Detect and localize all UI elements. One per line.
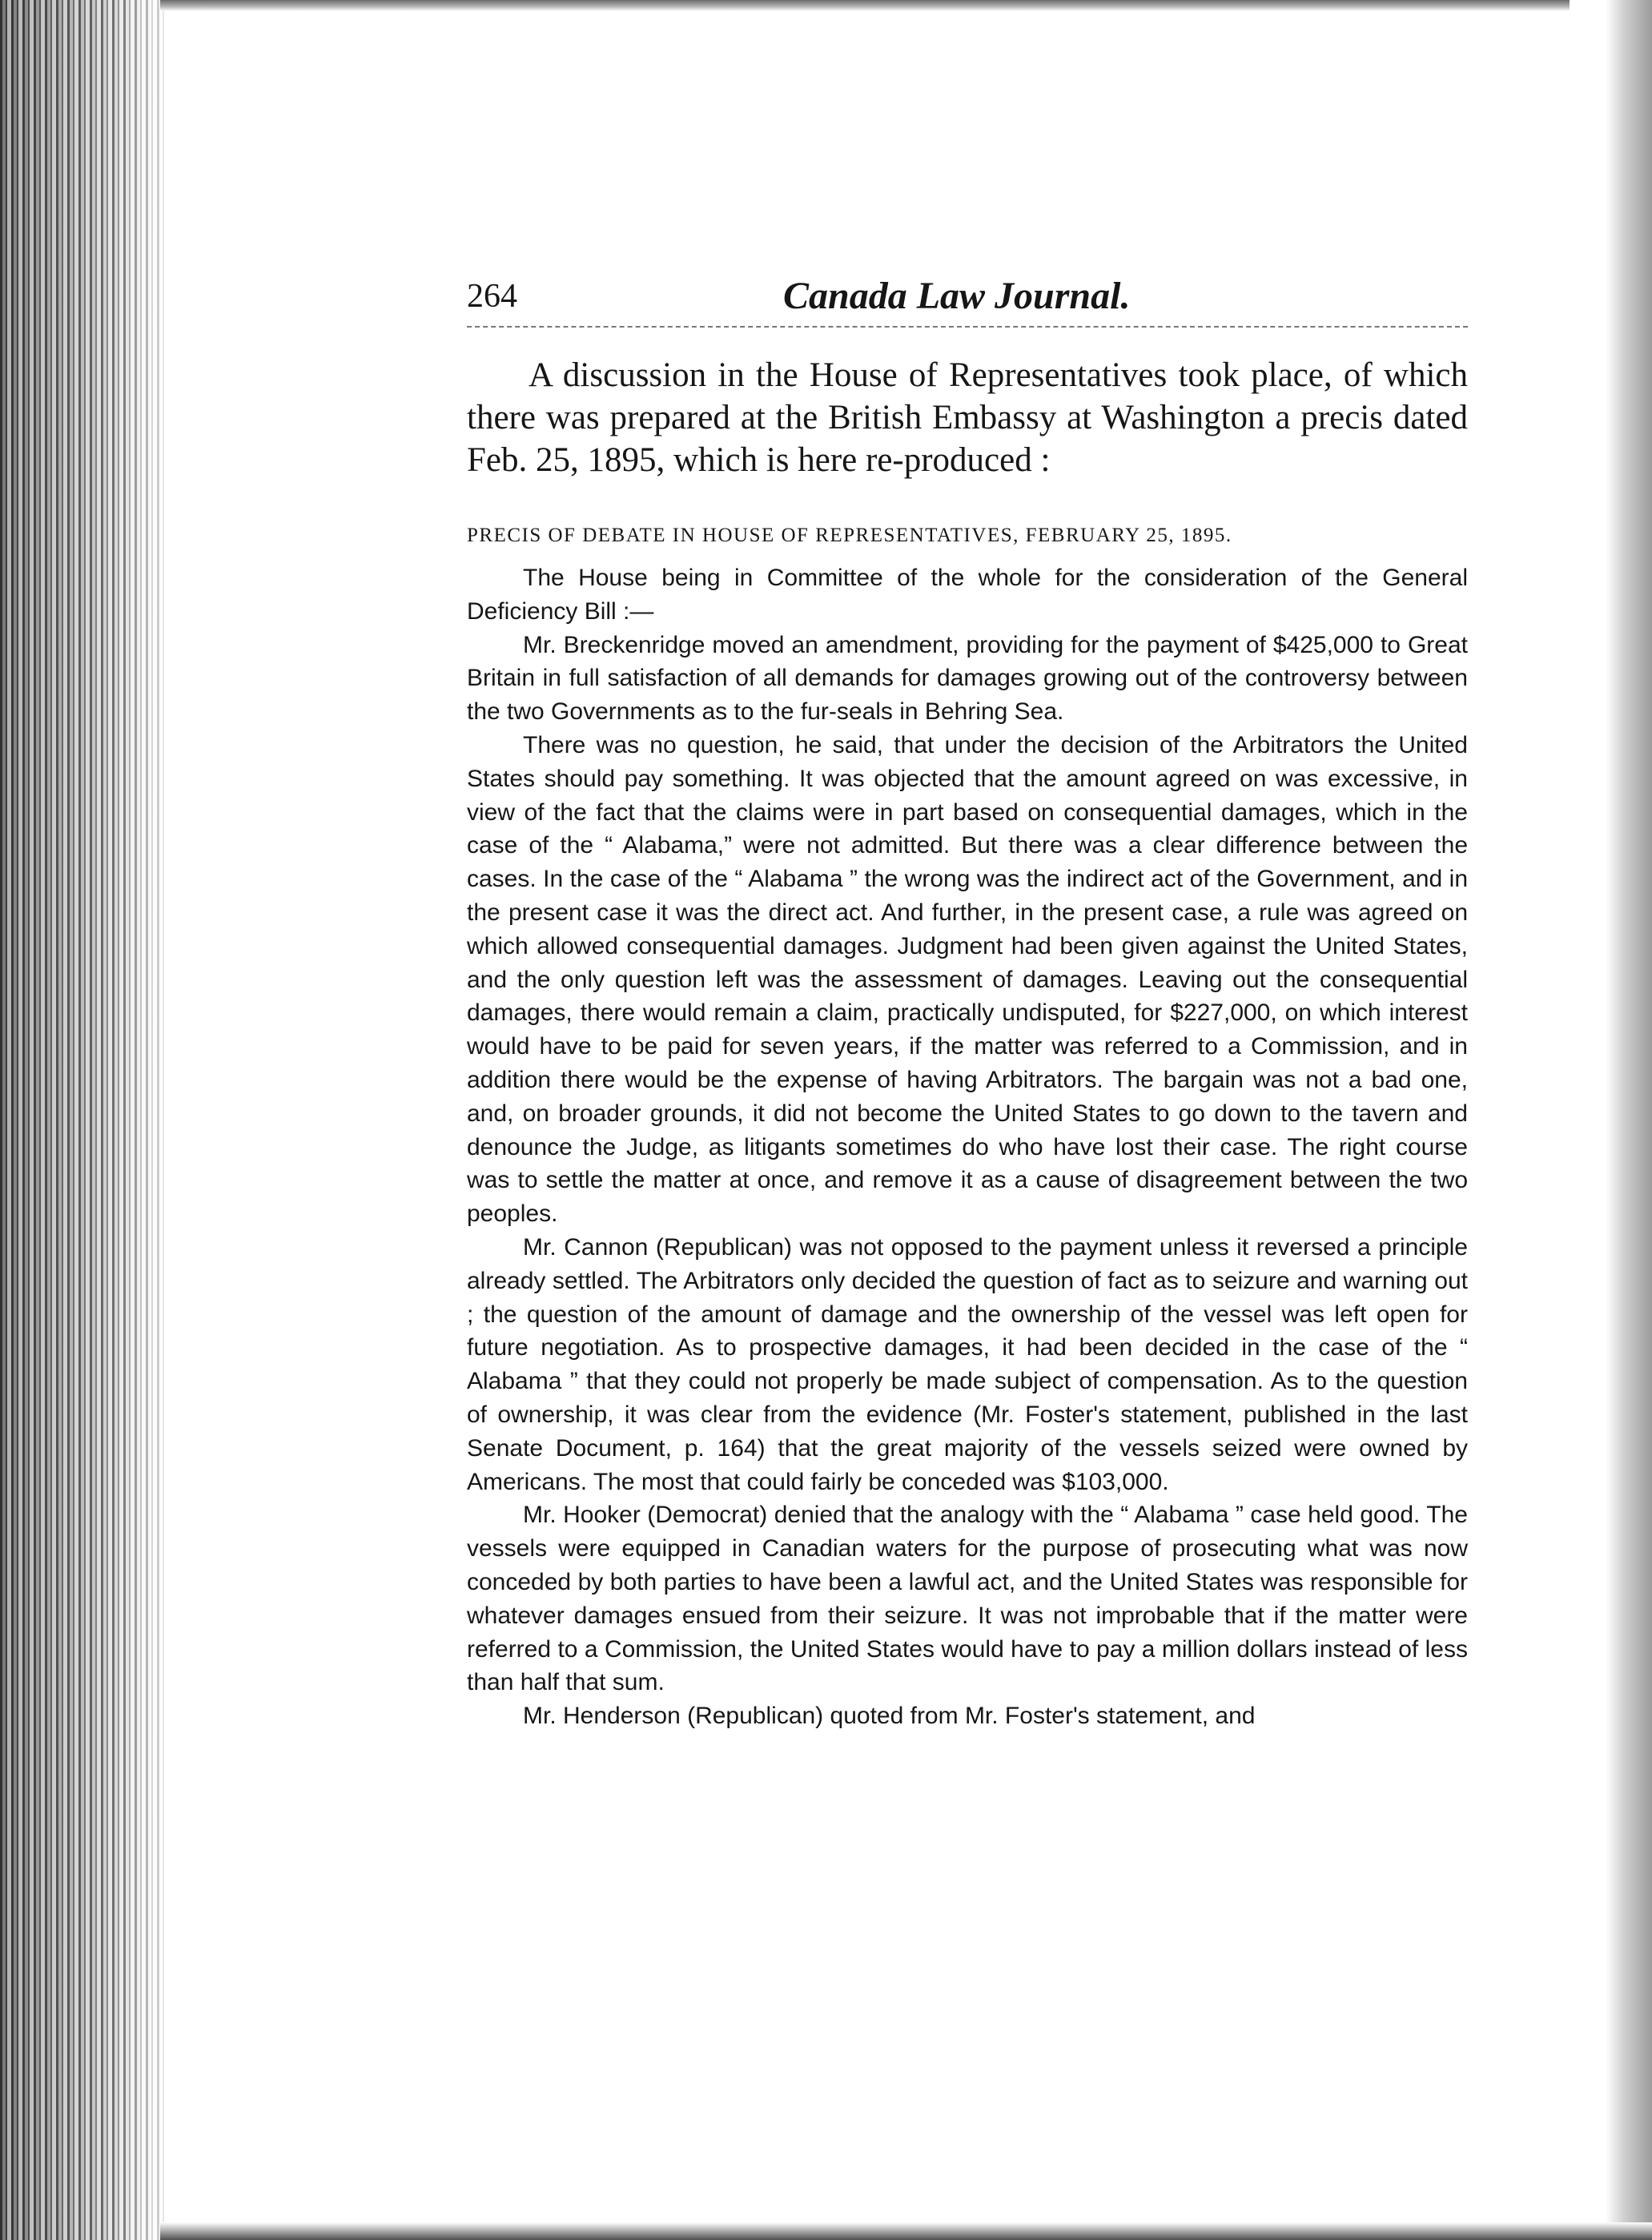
paragraph-henderson: Mr. Henderson (Republican) quoted from Mr. Foster's statement, and bbox=[523, 1703, 1256, 1730]
debate-body bbox=[467, 561, 1468, 1733]
scan-bottom-edge bbox=[160, 2222, 1652, 2240]
paragraph-hooker: Mr. Hooker (Democrat) denied that the analogy with the “ Alabama ” case held good. The vessels were equipped in Canadian waters for the purpose of prosecuting what was now conceded by both parties to have been a lawful act, and the United States was responsible for whatever damages ensued from their seizure. It was not improbable that if the matter were referred to a Commission, the United States would have to pay a million dollars instead of less than half that sum. bbox=[467, 1502, 1468, 1696]
paragraph-breckenridge-amendment: Mr. Breckenridge moved an amendment, providing for the payment of $425,000 to Great Britain in full satisfaction of all demands for damages growing out of the controversy between the two Governments as to the fur-seals in Behring Sea. bbox=[467, 631, 1468, 726]
intro-paragraph: A discussion in the House of Representatives took place, of which there was prepared at the British Embassy at Washington a precis dated Feb. 25, 1895, which is here re-produced : bbox=[467, 356, 1468, 479]
paragraph-breckenridge-argument: There was no question, he said, that under the decision of the Arbitrators the United States should pay something. It was objected that the amount agreed on was excessive, in view of the fact that the claims were in part based on consequential damages, which in the case of the “ Alabama,” were not admitted. But there was a clear difference between the cases. In the case of the “ Alabama ” the wrong was the indirect act of the Government, and in the present case it was the direct act. And further, in the present case, a rule was agreed on which allowed consequential damages. Judgment had been given against the United States, and the only question left was the assessment of damages. Leaving out the consequential damages, there would remain a claim, practically undisputed, for $227,000, on which interest would have to be paid for seven years, if the matter was referred to a Commission, and in addition there would be the expense of having Arbitrators. The bargain was not a bad one, and, on broader grounds, it did not become the United States to go down to the tavern and denounce the Judge, as litigants sometimes do who have lost their case. The right course was to settle the matter at once, and remove it as a cause of disagreement between the two peoples. bbox=[467, 731, 1468, 1228]
header-rule bbox=[467, 326, 1468, 328]
scan-binding-fade bbox=[120, 0, 184, 2240]
running-header bbox=[467, 272, 1468, 320]
journal-title: Canada Law Journal. bbox=[783, 275, 1131, 317]
scan-right-edge bbox=[1606, 0, 1652, 2240]
paragraph-cannon: Mr. Cannon (Republican) was not opposed to the payment unless it reversed a principle already settled. The Arbitrators only decided the question of fact as to seizure and warning out ; the question of the amount of damage and the ownership of the vessel was left open for future negotiation. As to prospective damages, it had been decided in the case of the “ Alabama ” that they could not properly be made subject of compensation. As to the question of ownership, it was clear from the evidence (Mr. Foster's statement, published in the last Senate Document, p. 164) that the great majority of the vessels seized were owned by Americans. The most that could fairly be conceded was $103,000. bbox=[467, 1233, 1468, 1495]
section-heading: PRECIS OF DEBATE IN HOUSE OF REPRESENTATIVES, FEBRUARY 25, 1895. bbox=[467, 525, 1232, 546]
scan-top-edge bbox=[160, 0, 1570, 11]
page-number: 264 bbox=[467, 278, 517, 315]
paragraph-committee: The House being in Committee of the whole for the consideration of the General Deficiency Bill :— bbox=[467, 565, 1468, 625]
journal-page bbox=[467, 272, 1468, 1733]
